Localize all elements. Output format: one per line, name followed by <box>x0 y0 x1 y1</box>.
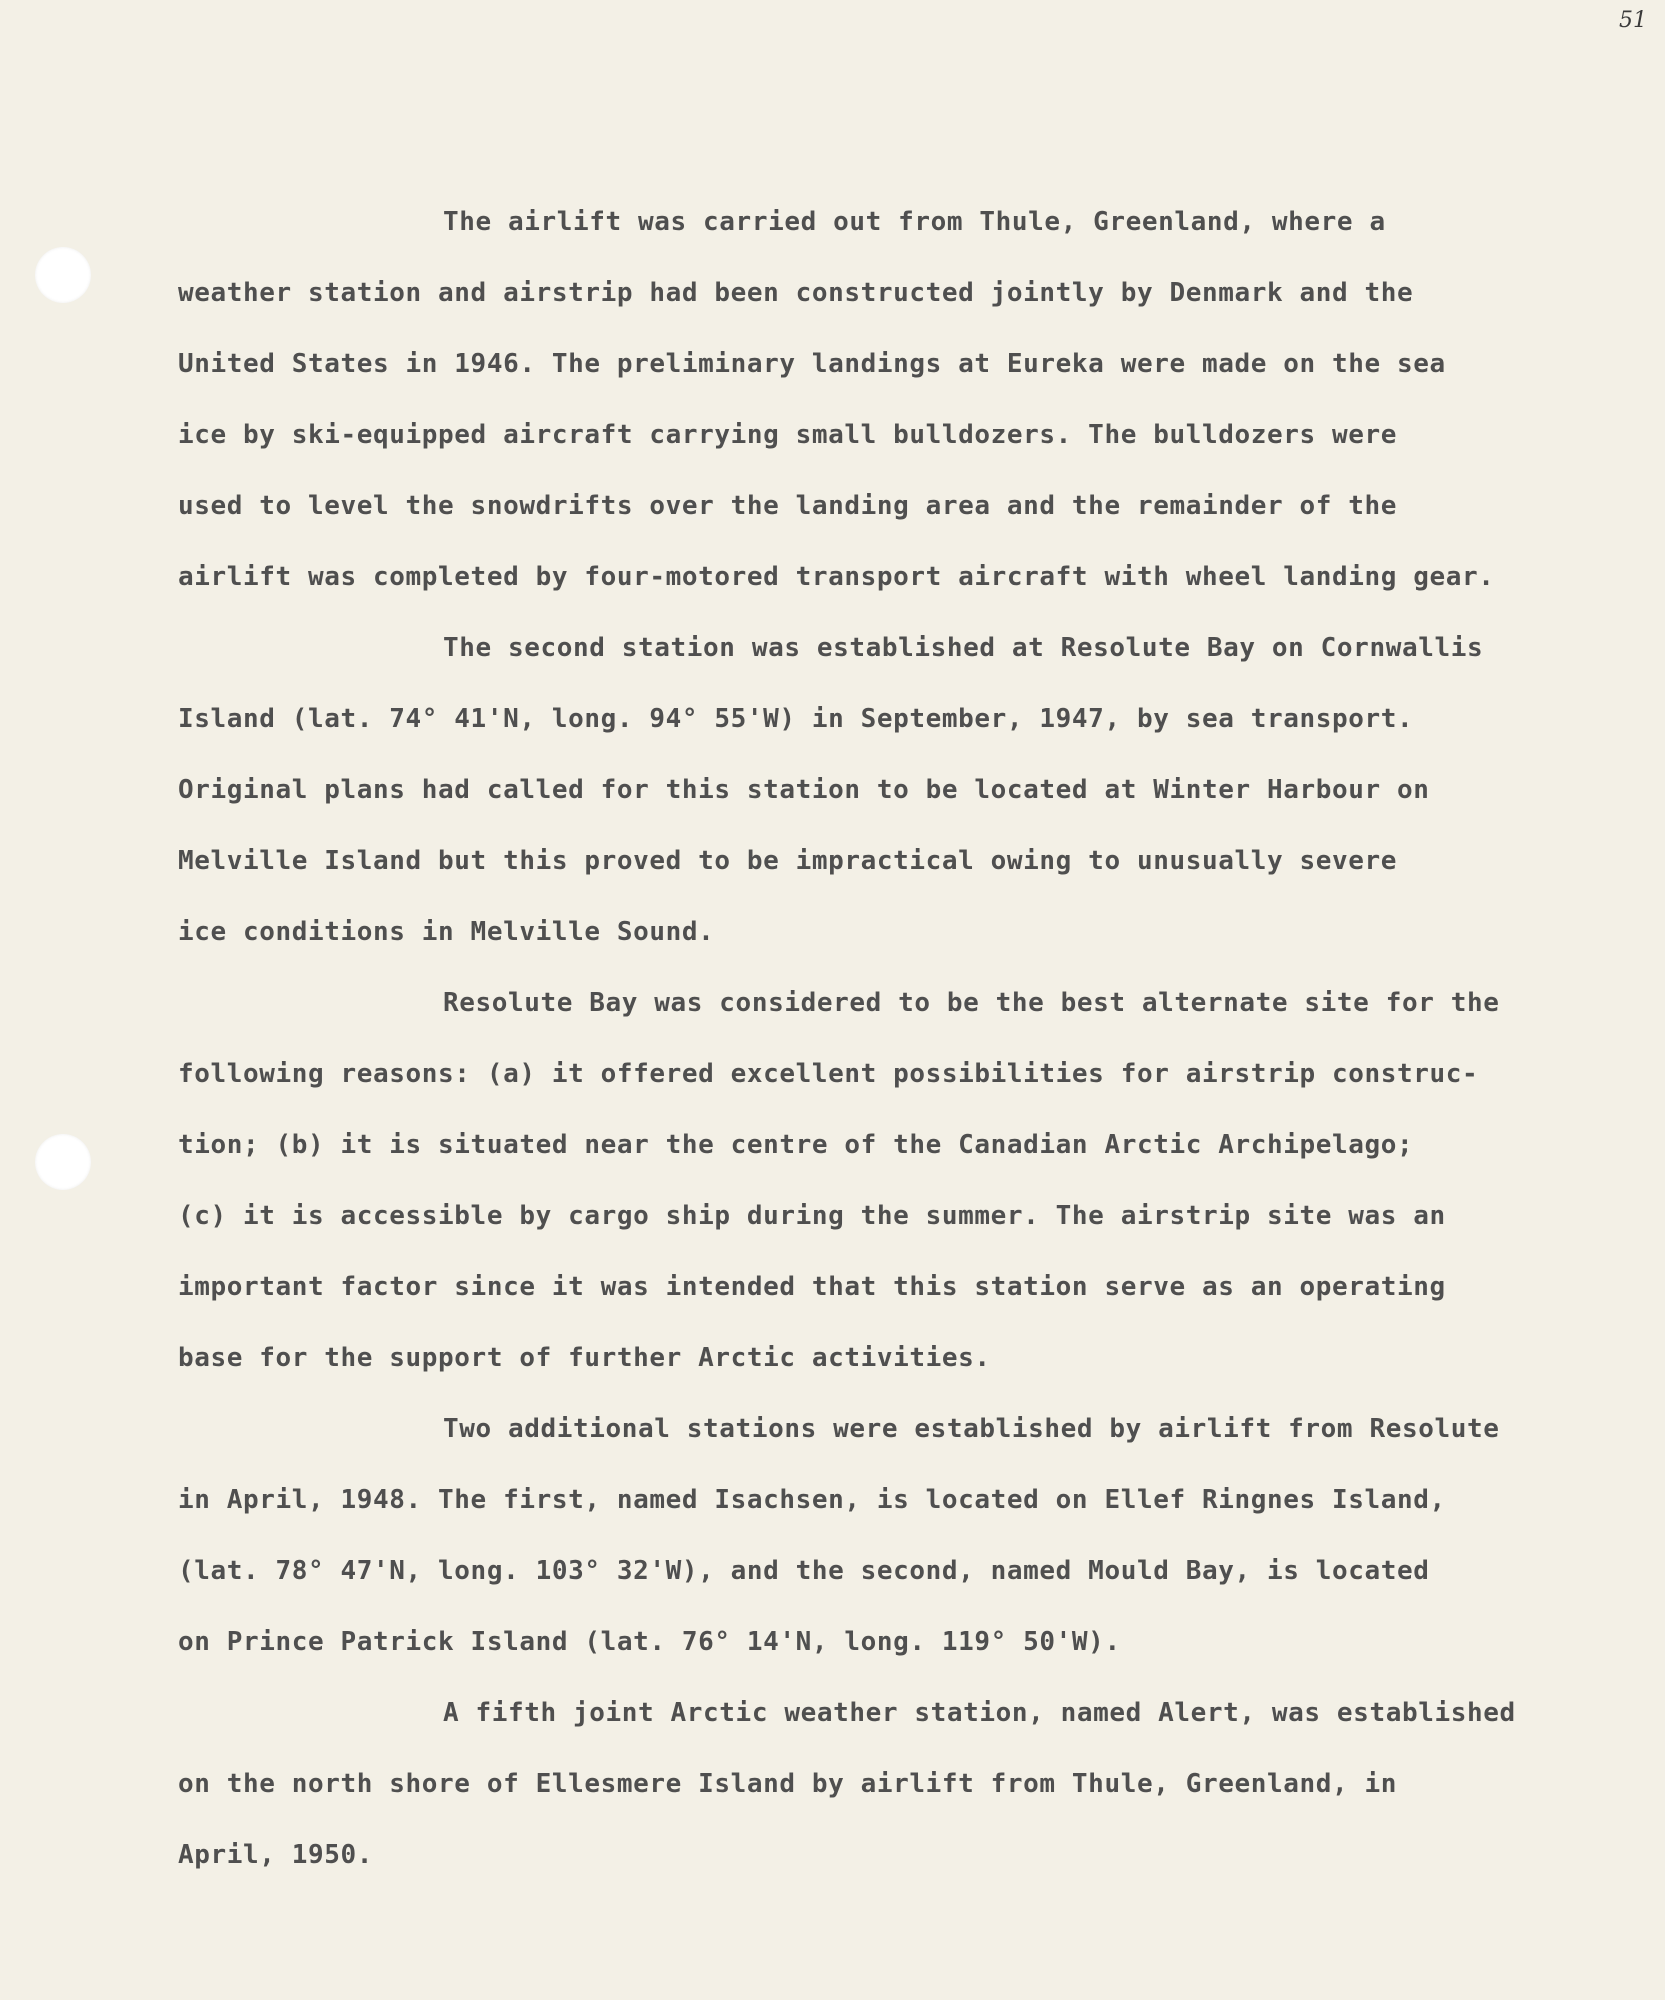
paragraph-1-line-2: weather station and airstrip had been constructed jointly by Denmark and the <box>178 278 1414 308</box>
paragraph-3-line-3: tion; (b) it is situated near the centre of the Canadian Arctic Archipelago; <box>178 1130 1414 1160</box>
punch-hole-top <box>35 247 91 303</box>
punch-hole-bottom <box>35 1134 91 1190</box>
paragraph-1-line-3: United States in 1946. The preliminary landings at Eureka were made on the sea <box>178 349 1446 379</box>
paragraph-5-line-1: A fifth joint Arctic weather station, named Alert, was established <box>443 1698 1516 1728</box>
paragraph-3-line-2: following reasons: (a) it offered excellent possibilities for airstrip construc- <box>178 1059 1479 1089</box>
paragraph-4-line-3: (lat. 78° 47'N, long. 103° 32'W), and the second, named Mould Bay, is located <box>178 1556 1430 1586</box>
paragraph-4-line-2: in April, 1948. The first, named Isachsen, is located on Ellef Ringnes Island, <box>178 1485 1446 1515</box>
paragraph-4-line-4: on Prince Patrick Island (lat. 76° 14'N, long. 119° 50'W). <box>178 1627 1121 1657</box>
document-body <box>178 187 1618 1891</box>
paragraph-1-line-1: The airlift was carried out from Thule, Greenland, where a <box>443 207 1386 237</box>
paragraph-3-line-1: Resolute Bay was considered to be the best alternate site for the <box>443 988 1500 1018</box>
paragraph-3-line-4: (c) it is accessible by cargo ship during the summer. The airstrip site was an <box>178 1201 1446 1231</box>
paragraph-2-line-5: ice conditions in Melville Sound. <box>178 917 715 947</box>
paragraph-2-line-1: The second station was established at Resolute Bay on Cornwallis <box>443 633 1484 663</box>
paragraph-2-line-3: Original plans had called for this station to be located at Winter Harbour on <box>178 775 1430 805</box>
paragraph-2-line-4: Melville Island but this proved to be impractical owing to unusually severe <box>178 846 1397 876</box>
paragraph-3-line-6: base for the support of further Arctic activities. <box>178 1343 991 1373</box>
paragraph-4-line-1: Two additional stations were established by airlift from Resolute <box>443 1414 1500 1444</box>
paragraph-1-line-4: ice by ski-equipped aircraft carrying small bulldozers. The bulldozers were <box>178 420 1397 450</box>
paragraph-1-line-6: airlift was completed by four-motored transport aircraft with wheel landing gear. <box>178 562 1495 592</box>
page-number: 51 <box>1619 8 1647 33</box>
paragraph-5-line-3: April, 1950. <box>178 1840 374 1870</box>
paragraph-3-line-5: important factor since it was intended that this station serve as an operating <box>178 1272 1446 1302</box>
paragraph-1-line-5: used to level the snowdrifts over the landing area and the remainder of the <box>178 491 1397 521</box>
paragraph-5-line-2: on the north shore of Ellesmere Island by airlift from Thule, Greenland, in <box>178 1769 1397 1799</box>
paragraph-2-line-2: Island (lat. 74° 41'N, long. 94° 55'W) in September, 1947, by sea transport. <box>178 704 1414 734</box>
